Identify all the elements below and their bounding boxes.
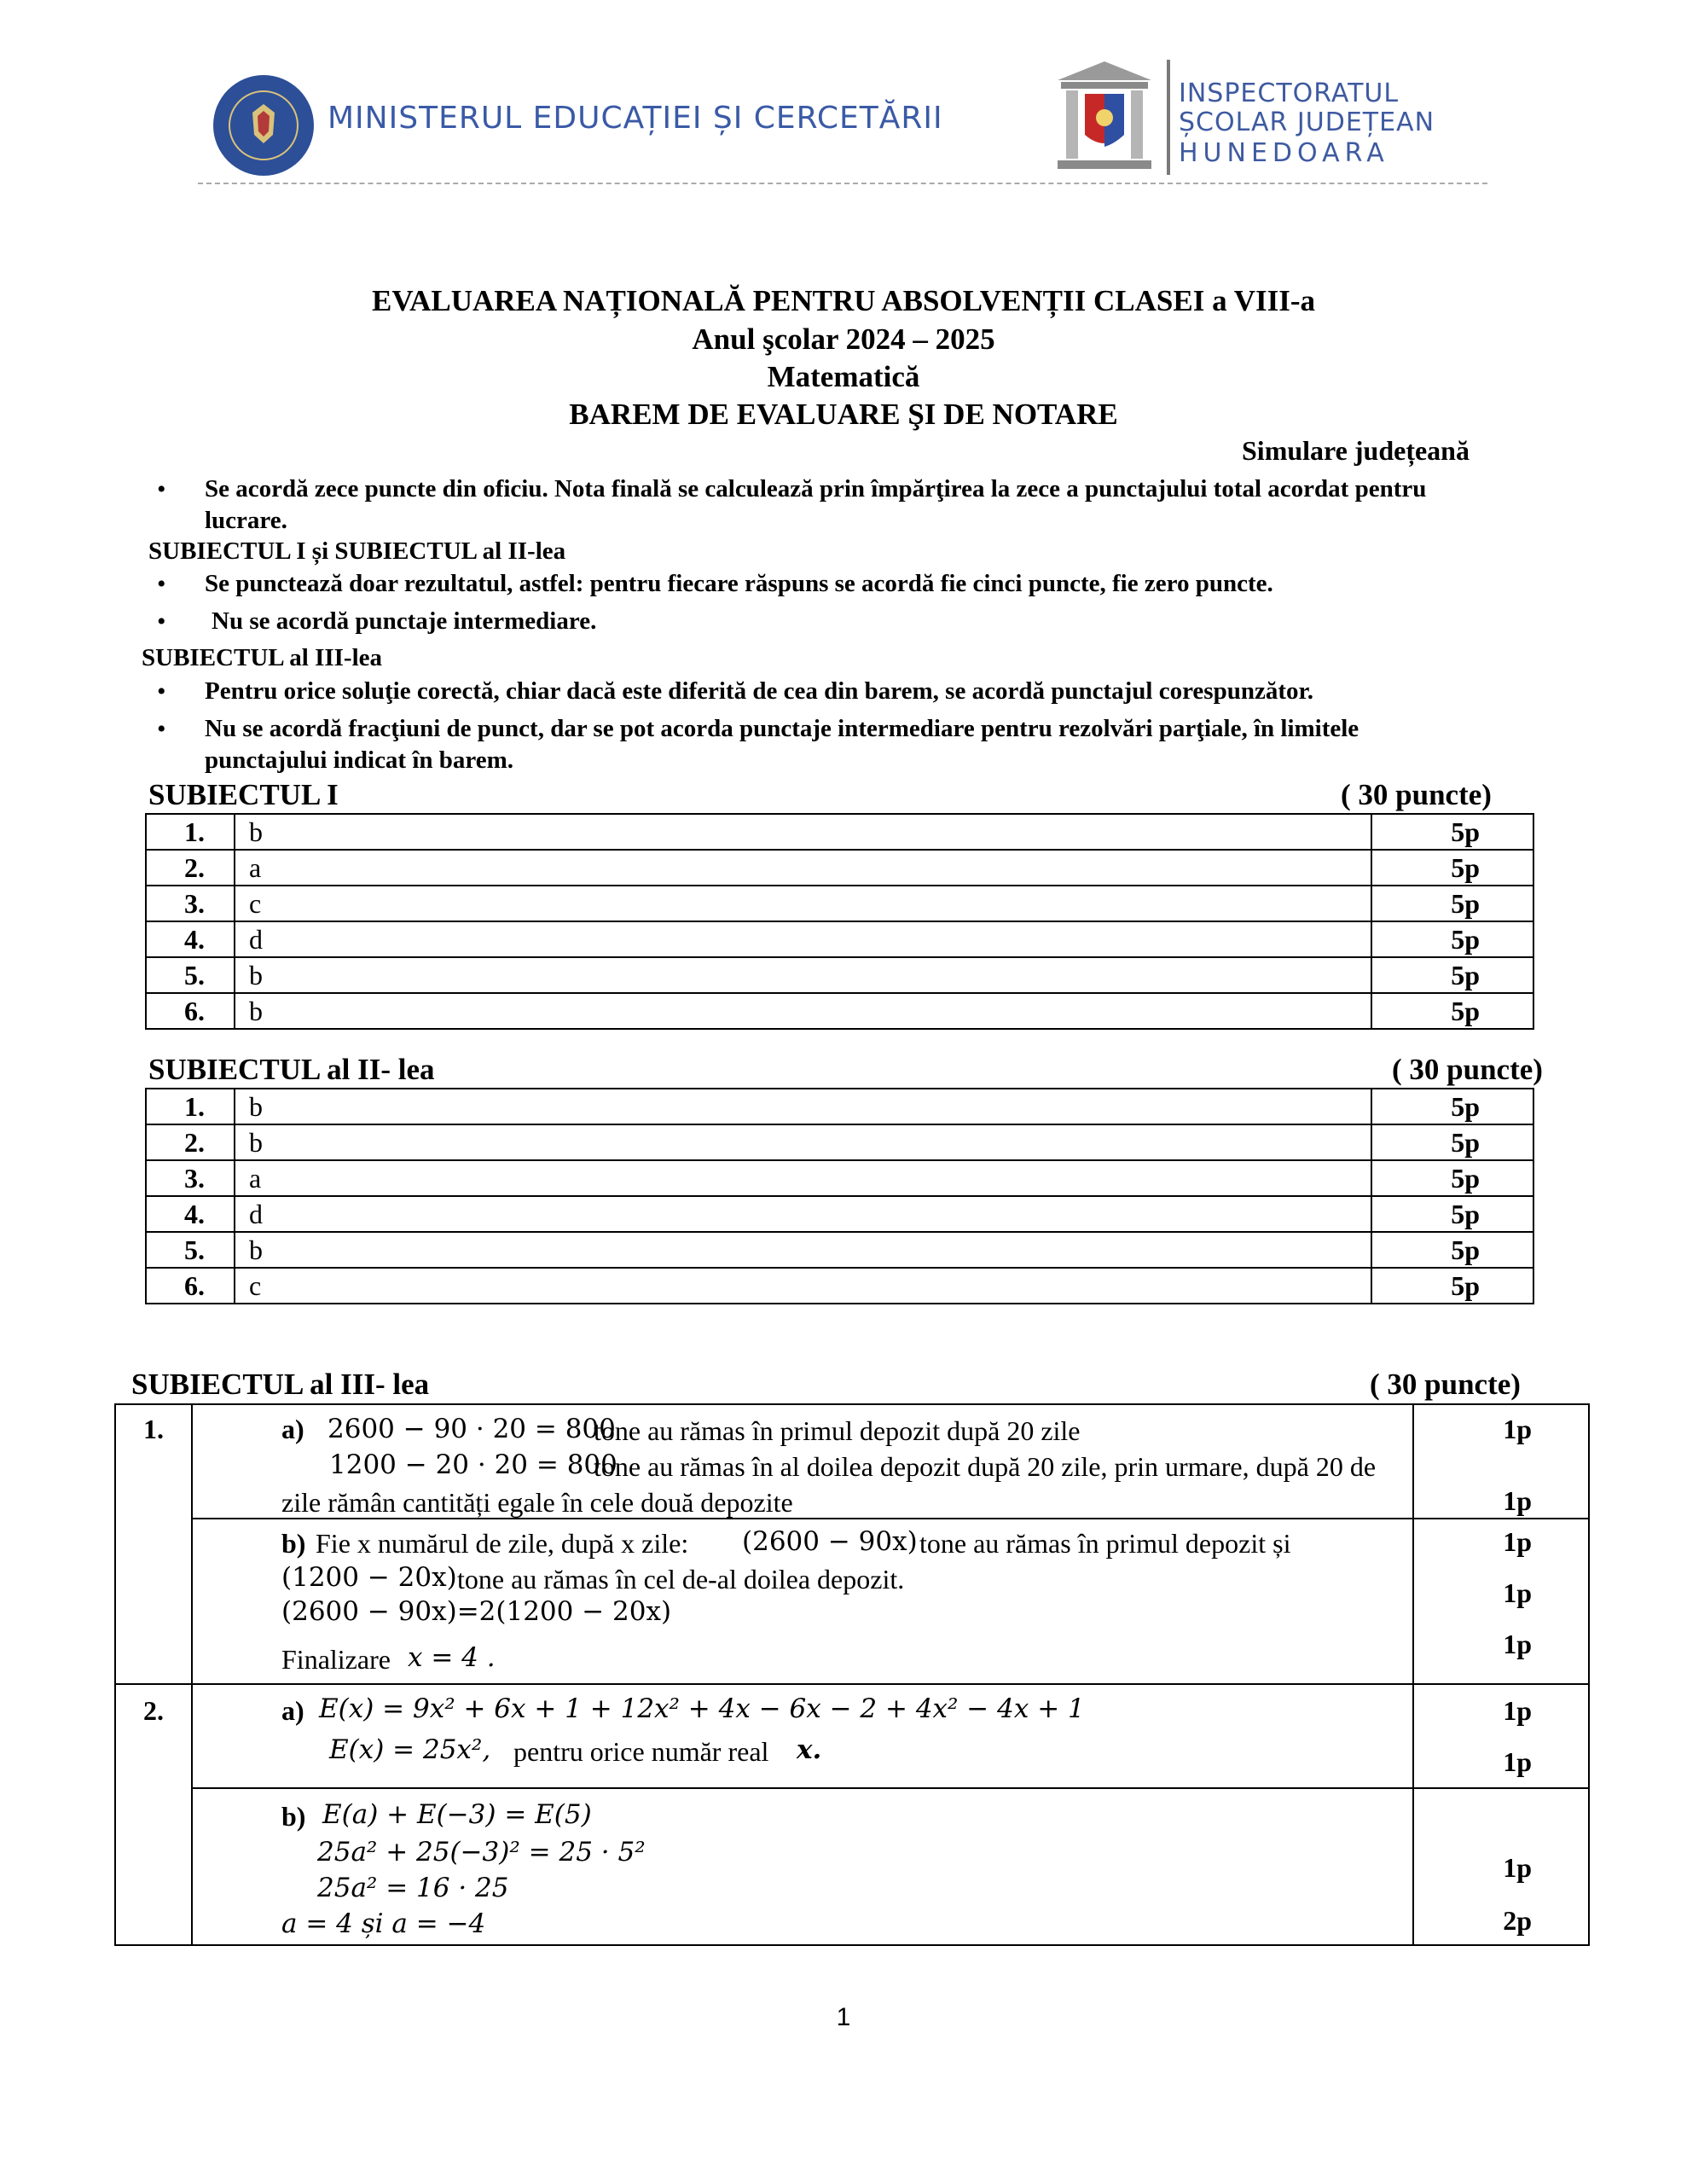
- row-number: 1.: [146, 1089, 235, 1124]
- table-row: [146, 1268, 1533, 1304]
- instruction-s3-b2-line1: Nu se acordă fracţiuni de punct, dar se pot acorda punctaje intermediare pentru rezolvări parţiale, în limitele: [205, 715, 1359, 742]
- barem-title: BAREM DE EVALUARE ŞI DE NOTARE: [569, 398, 1118, 431]
- points-value: 1p: [1503, 1629, 1532, 1659]
- isj-name-line2: ȘCOLAR JUDEȚEAN: [1179, 107, 1435, 137]
- subiect2-heading: SUBIECTUL al II- lea: [148, 1053, 435, 1086]
- row-points: 5p: [1371, 1232, 1533, 1268]
- instruction-s3-b1: Pentru orice soluţie corectă, chiar dacă este diferită de cea din barem, se acordă punctajul corespunzător.: [205, 677, 1313, 705]
- bullet-icon: •: [157, 475, 166, 503]
- row-answer: a: [235, 1160, 1371, 1196]
- math-expression: (2600 − 90x)=2(1200 − 20x): [281, 1596, 672, 1627]
- problem-number-text: 1.: [143, 1414, 164, 1444]
- points-value: 1p: [1503, 1485, 1532, 1516]
- subiect3-heading: SUBIECTUL al III- lea: [131, 1368, 430, 1401]
- table-row: [146, 993, 1533, 1029]
- row-answer: b: [235, 1124, 1371, 1160]
- row-answer: b: [235, 957, 1371, 993]
- solution-text: Fie x numărul de zile, după x zile:: [316, 1528, 689, 1559]
- problem-number: [115, 1404, 192, 1684]
- solution-text: pentru orice număr real: [513, 1736, 769, 1767]
- points-value: 2p: [1503, 1905, 1532, 1936]
- table-row: [146, 1232, 1533, 1268]
- row-answer: c: [235, 886, 1371, 921]
- part-label: a): [281, 1695, 304, 1726]
- bullet-icon: •: [157, 715, 166, 743]
- row-number: 4.: [146, 1196, 235, 1232]
- subiect2-table: [145, 1088, 1534, 1304]
- points-value: 1p: [1503, 1414, 1532, 1444]
- row-points: 5p: [1371, 921, 1533, 957]
- exam-title: EVALUAREA NAȚIONALĂ PENTRU ABSOLVENȚII CLASEI a VIII-a: [371, 284, 1316, 317]
- row-number: 3.: [146, 1160, 235, 1196]
- solution-text: zile rămân cantități egale în cele două depozite: [281, 1487, 793, 1518]
- points-value: 1p: [1503, 1746, 1532, 1777]
- row-answer: b: [235, 1232, 1371, 1268]
- row-answer: c: [235, 1268, 1371, 1304]
- points-value: 1p: [1503, 1852, 1532, 1883]
- problem-content: [192, 1684, 1413, 1788]
- table-row: [146, 1196, 1533, 1232]
- points-value: 1p: [1503, 1577, 1532, 1608]
- table-row: [146, 814, 1533, 850]
- row-points: 5p: [1371, 1196, 1533, 1232]
- math-expression: 25a² = 16 · 25: [317, 1873, 509, 1903]
- s3-heading: SUBIECTUL al III-lea: [142, 644, 383, 671]
- row-answer: b: [235, 814, 1371, 850]
- row-answer: b: [235, 993, 1371, 1029]
- simulation-label: Simulare județeană: [1242, 435, 1470, 466]
- table-row: [146, 1089, 1533, 1124]
- math-expression: x.: [797, 1734, 822, 1765]
- bullet-icon: •: [157, 677, 166, 706]
- row-points: 5p: [1371, 850, 1533, 886]
- problem-content: [192, 1519, 1413, 1684]
- subiect1-table: [145, 813, 1534, 1030]
- table-row: [115, 1404, 1589, 1519]
- row-points: 5p: [1371, 1268, 1533, 1304]
- points-value: 1p: [1503, 1695, 1532, 1726]
- row-points: 5p: [1371, 957, 1533, 993]
- logo-divider: [1167, 60, 1170, 175]
- subiect2-points: ( 30 puncte): [1392, 1053, 1543, 1086]
- table-row: [115, 1684, 1589, 1788]
- ministry-name: MINISTERUL EDUCAȚIEI ȘI CERCETĂRII: [328, 101, 943, 136]
- table-row: [115, 1788, 1589, 1945]
- table-row: [146, 1124, 1533, 1160]
- page-number: 1: [836, 2003, 851, 2031]
- subject-name: Matematică: [767, 360, 920, 393]
- row-number: 6.: [146, 993, 235, 1029]
- row-answer: d: [235, 1196, 1371, 1232]
- problem-number: [115, 1684, 192, 1945]
- row-answer: d: [235, 921, 1371, 957]
- math-expression: 25a² + 25(−3)² = 25 · 5²: [317, 1837, 646, 1867]
- solution-text: tone au rămas în cel de-al doilea depozit.: [457, 1564, 905, 1594]
- math-expression: a = 4 și a = −4: [281, 1908, 486, 1939]
- row-number: 2.: [146, 1124, 235, 1160]
- table-row: [146, 850, 1533, 886]
- isj-building-logo: [1049, 56, 1160, 174]
- points-cell: [1413, 1404, 1589, 1519]
- math-expression: E(x) = 25x²,: [329, 1734, 491, 1765]
- row-points: 5p: [1371, 1089, 1533, 1124]
- solution-text: tone au rămas în primul depozit și: [919, 1528, 1291, 1559]
- points-cell: [1413, 1788, 1589, 1945]
- math-expression: 1200 − 20 · 20 = 800: [329, 1449, 617, 1480]
- subiect3-table: [114, 1403, 1590, 1946]
- table-row: [146, 957, 1533, 993]
- isj-name-line1: INSPECTORATUL: [1179, 78, 1400, 108]
- school-year: Anul şcolar 2024 – 2025: [692, 322, 995, 356]
- part-label: b): [281, 1801, 306, 1832]
- row-number: 4.: [146, 921, 235, 957]
- solution-text: tone au rămas în primul depozit după 20 zile: [594, 1415, 1081, 1446]
- government-seal-logo: [213, 75, 314, 176]
- row-number: 3.: [146, 886, 235, 921]
- instruction-s12-b2: Nu se acordă punctaje intermediare.: [212, 607, 597, 635]
- math-expression: E(a) + E(−3) = E(5): [322, 1799, 592, 1830]
- math-expression: (2600 − 90x): [742, 1526, 918, 1557]
- instruction-s3-b2-line2: punctajului indicat în barem.: [205, 746, 514, 774]
- table-row: [146, 1160, 1533, 1196]
- table-row: [146, 886, 1533, 921]
- row-answer: a: [235, 850, 1371, 886]
- math-expression: 2600 − 90 · 20 = 800: [328, 1414, 616, 1444]
- points-cell: [1413, 1684, 1589, 1788]
- problem-content: [192, 1404, 1413, 1519]
- row-points: 5p: [1371, 1160, 1533, 1196]
- row-number: 5.: [146, 957, 235, 993]
- solution-text: Finalizare: [281, 1644, 391, 1675]
- part-label: b): [281, 1528, 306, 1559]
- table-row: [146, 921, 1533, 957]
- row-points: 5p: [1371, 1124, 1533, 1160]
- instruction-general-line1: Se acordă zece puncte din oficiu. Nota finală se calculează prin împărţirea la zece a punctajului total acordat pentru: [205, 475, 1427, 502]
- part-label: a): [281, 1414, 304, 1444]
- row-number: 5.: [146, 1232, 235, 1268]
- row-points: 5p: [1371, 886, 1533, 921]
- instruction-general-line2: lucrare.: [205, 507, 287, 534]
- row-number: 1.: [146, 814, 235, 850]
- math-expression: x = 4 .: [408, 1642, 496, 1673]
- subiect1-points: ( 30 puncte): [1341, 778, 1492, 811]
- bullet-icon: •: [157, 570, 166, 598]
- s12-heading: SUBIECTUL I și SUBIECTUL al II-lea: [148, 537, 566, 565]
- subiect3-points: ( 30 puncte): [1370, 1368, 1521, 1401]
- header-rule: [198, 183, 1487, 184]
- problem-content: [192, 1788, 1413, 1945]
- problem-number-text: 2.: [143, 1695, 164, 1726]
- solution-text: tone au rămas în al doilea depozit după 20 zile, prin urmare, după 20 de: [594, 1451, 1377, 1482]
- points-value: 1p: [1503, 1526, 1532, 1557]
- points-cell: [1413, 1519, 1589, 1684]
- row-points: 5p: [1371, 993, 1533, 1029]
- subiect1-heading: SUBIECTUL I: [148, 778, 339, 811]
- row-number: 2.: [146, 850, 235, 886]
- row-number: 6.: [146, 1268, 235, 1304]
- bullet-icon: •: [157, 607, 166, 636]
- instruction-s12-b1: Se punctează doar rezultatul, astfel: pentru fiecare răspuns se acordă fie cinci puncte, fie zero puncte.: [205, 570, 1273, 597]
- row-answer: b: [235, 1089, 1371, 1124]
- math-expression: E(x) = 9x² + 6x + 1 + 12x² + 4x − 6x − 2 + 4x² − 4x + 1: [319, 1693, 1085, 1724]
- math-expression: (1200 − 20x): [281, 1562, 457, 1593]
- table-row: [115, 1519, 1589, 1684]
- row-points: 5p: [1371, 814, 1533, 850]
- isj-name-line3: HUNEDOARA: [1179, 138, 1389, 168]
